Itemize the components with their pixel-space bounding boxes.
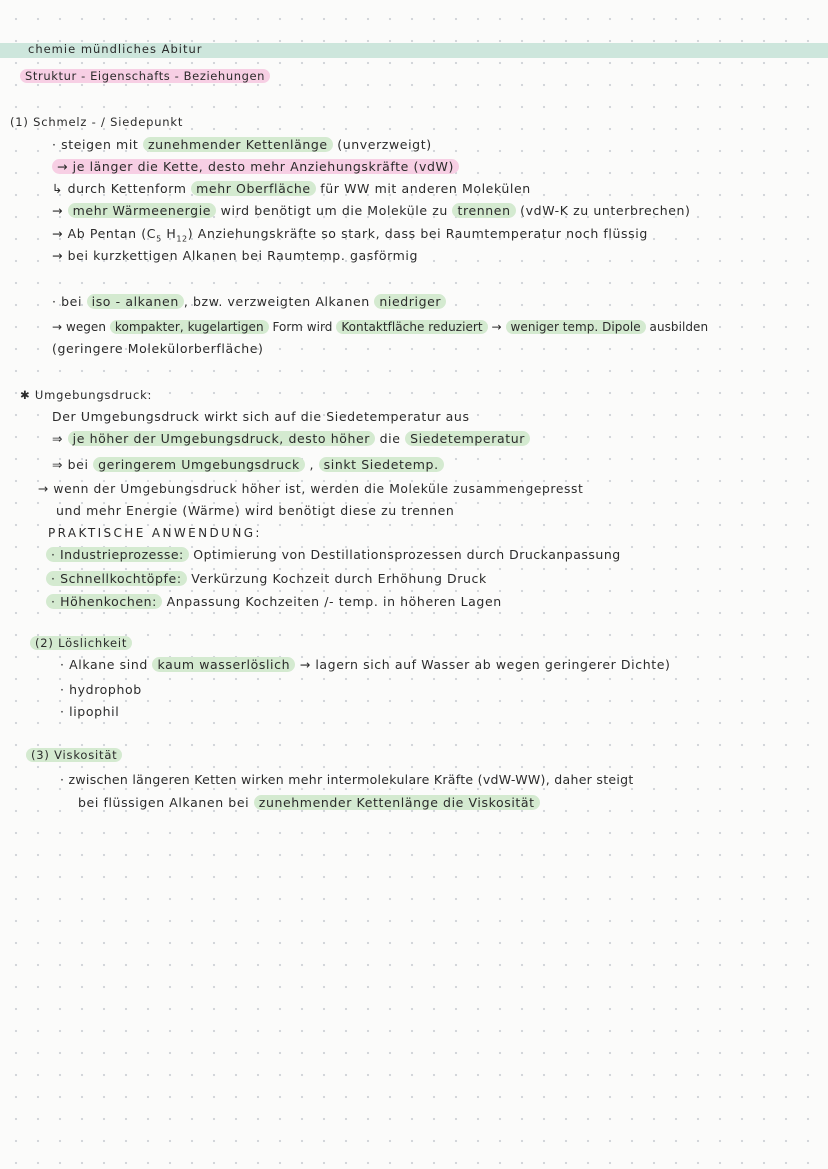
highlight: mehr Oberfläche [191,181,316,196]
page-subtitle [20,67,270,85]
note-line: (geringere Molekülorberfläche) [52,341,264,356]
text: , bzw. verzweigten Alkanen [183,294,375,309]
text: Anpassung Kochzeiten /- temp. in höheren Lagen [162,594,502,609]
text: Verkürzung Kochzeit durch Erhöhung Druck [186,571,487,586]
highlight: kompakter, kugelartigen [110,320,269,334]
highlight: weniger temp. Dipole [506,320,646,334]
highlight: iso - alkanen [87,294,184,309]
section-heading-melting-boiling: (1) Schmelz - / Siedepunkt [10,115,184,129]
highlight: Siedetemperatur [405,431,530,446]
subscript: 12 [176,234,188,244]
highlight: kaum wasserlöslich [152,657,295,672]
highlight: Kontaktfläche reduziert [336,320,487,334]
note-line [60,656,671,674]
highlight: zunehmender Kettenlänge die Viskosität [254,795,540,810]
note-line [78,794,540,812]
text: ⇒ bei [52,457,94,472]
note-line: · lipophil [60,704,120,719]
highlight: geringerem Umgebungsdruck [93,457,305,472]
note-line [52,180,531,198]
highlight: trennen [452,203,515,218]
note-line: · hydrophob [60,682,142,697]
note-line: → wenn der Umgebungsdruck höher ist, werden die Moleküle zusammengepresst [38,482,584,496]
subscript: 5 [156,234,162,244]
text: → [487,320,506,334]
note-line [52,225,648,249]
highlight: niedriger [374,294,446,309]
note-line [52,158,459,176]
note-line [52,202,691,220]
text: · Alkane sind [60,657,153,672]
text: → lagern sich auf Wasser ab wegen geringerer Dichte) [295,657,671,672]
note-line [52,136,432,154]
text: → Ab Pentan (C [52,226,157,241]
highlight: (3) Viskosität [26,748,122,762]
text: ⇒ [52,431,68,446]
text: für WW mit anderen Molekülen [315,181,531,196]
page-title: chemie mündliches Abitur [28,42,203,56]
text: (vdW-K zu unterbrechen) [515,203,691,218]
text: H [161,226,177,241]
note-line: Der Umgebungsdruck wirkt sich auf die Siedetemperatur aus [52,409,470,424]
highlight: · Industrieprozesse: [46,547,189,562]
text: → wegen [52,320,110,334]
text: (unverzweigt) [332,137,432,152]
text: ↳ durch Kettenform [52,181,192,196]
text: , [304,457,319,472]
note-line [52,456,444,474]
note-line: und mehr Energie (Wärme) wird benötigt diese zu trennen [56,503,455,518]
text: ) Anziehungskräfte so stark, dass bei Raumtemperatur noch flüssig [187,226,648,241]
text: · steigen mit [52,137,143,152]
section-heading-viscosity [26,746,122,764]
text: ausbilden [645,320,709,334]
text: wird benötigt um die Moleküle zu [216,203,453,218]
highlight: · Schnellkochtöpfe: [46,571,187,586]
highlight: · Höhenkochen: [46,594,162,609]
note-line [46,546,621,564]
text: bei flüssigen Alkanen bei [78,795,254,810]
text: · bei [52,294,87,309]
note-line [52,430,530,448]
note-line [52,318,708,336]
highlight: zunehmender Kettenlänge [143,137,333,152]
highlight: (2) Löslichkeit [30,636,132,650]
practical-heading: PRAKTISCHE ANWENDUNG: [48,526,262,540]
highlight: mehr Wärmeenergie [68,203,216,218]
note-line [52,293,446,311]
highlight: → je länger die Kette, desto mehr Anziehungskräfte (vdW) [52,159,459,174]
highlight: je höher der Umgebungsdruck, desto höher [68,431,375,446]
note-line: → bei kurzkettigen Alkanen bei Raumtemp. gasförmig [52,248,419,263]
text: Form wird [268,320,337,334]
section-heading-solubility [30,634,132,652]
text: Optimierung von Destillationsprozessen durch Druckanpassung [188,547,621,562]
text: → [52,203,68,218]
highlight: sinkt Siedetemp. [319,457,444,472]
note-line [46,570,487,588]
note-line [46,593,502,611]
note-line: · zwischen längeren Ketten wirken mehr intermolekulare Kräfte (vdW-WW), daher steigt [60,772,634,787]
subtitle-highlight: Struktur - Eigenschafts - Beziehungen [20,69,270,83]
text: die [375,431,406,446]
section-heading-pressure: ✱ Umgebungsdruck: [20,388,153,402]
